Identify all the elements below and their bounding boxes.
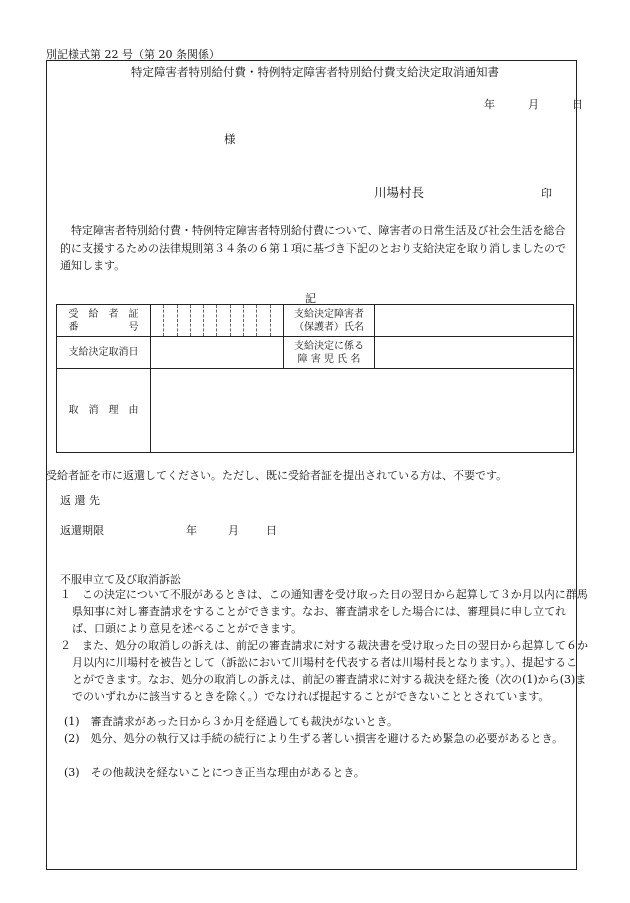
return-destination-label: 返 還 先 xyxy=(60,494,100,507)
appeal-heading: 不服申立て及び取消訴訟 xyxy=(60,573,181,586)
return-deadline xyxy=(60,522,300,538)
intro-paragraph xyxy=(60,222,576,275)
appeal-sub-3: (3) その他裁決を経ないことにつき正当な理由があるとき。 xyxy=(64,766,365,779)
date-month: 月 xyxy=(528,98,539,111)
table-row xyxy=(57,337,574,369)
digit-cell xyxy=(191,305,204,336)
appeal-sub-1: (1) 審査請求があった日から３か月を経過しても裁決がないとき。 xyxy=(64,715,399,728)
digit-cell xyxy=(217,305,230,336)
document-frame xyxy=(46,60,577,870)
digit-cell xyxy=(204,305,217,336)
date-day: 日 xyxy=(572,98,583,111)
digit-cell xyxy=(244,305,257,336)
table-row xyxy=(57,305,574,337)
document-title: 特定障害者特別給付費・特例特定障害者特別給付費支給決定取消通知書 xyxy=(131,65,499,79)
table-row xyxy=(57,369,574,453)
child-name-label xyxy=(284,337,375,369)
decided-person-line1: 支給決定障害者 xyxy=(294,308,364,320)
date-year: 年 xyxy=(484,98,495,111)
recipient-honorific: 様 xyxy=(224,132,236,146)
info-table xyxy=(56,304,574,453)
form-number-label: 別記様式第 22 号（第 20 条関係） xyxy=(46,48,220,61)
child-name-value xyxy=(375,337,574,369)
issuer-name: 川場村長 xyxy=(374,185,425,200)
record-heading: 記 xyxy=(305,292,316,305)
return-notice: 受給者証を市に返還してください。ただし、既に受給者証を提出されている方は、不要です。 xyxy=(46,469,508,482)
digit-cell xyxy=(231,305,244,336)
return-deadline-day: 日 xyxy=(266,524,277,537)
cancel-date-label: 支給決定取消日 xyxy=(57,337,151,369)
digit-cell xyxy=(151,305,164,336)
intro-text: 特定障害者特別給付費・特例特定障害者特別給付費について、障害者の日常生活及び社会生活を総合的に支援するための法律規則第３４条の６第１項に基づき下記のとおり支給決定を取り消しましたので通知します。 xyxy=(60,224,566,272)
digit-cell xyxy=(178,305,191,336)
cert-label-line1: 受 給 者 証 xyxy=(68,308,139,320)
digit-cell xyxy=(271,305,283,336)
return-deadline-year: 年 xyxy=(186,524,197,537)
child-label-line1: 支給決定に係る xyxy=(294,340,364,352)
digit-cell xyxy=(257,305,270,336)
return-deadline-label: 返還期限 xyxy=(60,524,104,537)
return-deadline-month: 月 xyxy=(228,524,239,537)
decided-person-line2: （保護者）氏名 xyxy=(294,321,364,333)
issuer-seal: 印 xyxy=(541,187,552,200)
decided-person-label xyxy=(284,305,375,337)
reason-label: 取 消 理 由 xyxy=(57,369,151,453)
appeal-sub-2: (2) 処分、処分の執行又は手続の続行により生ずる著しい損害を避けるため緊急の必要があるとき。 xyxy=(64,732,564,745)
issue-date xyxy=(484,96,583,112)
cert-label-line2: 番 号 xyxy=(68,321,139,333)
appeal-item-2: ２ また、処分の取消しの訴えは、前記の審査請求に対する裁決書を受け取った日の翌日から起算して６か月以内に川場村を被告として（訴訟において川場村を代表する者は川場村長となります。）、提起することができます。なお、処分の取消しの訴えは、前記の審査請求に対する裁決を経た後（次の(1)から(3)までのいずれかに該当するときを除く。）でなければ提起することができないこととされています。 xyxy=(60,639,588,703)
digit-cell xyxy=(164,305,177,336)
cert-number-cells xyxy=(151,305,284,337)
decided-person-value xyxy=(375,305,574,337)
cert-number-label xyxy=(57,305,151,337)
cancel-date-value xyxy=(151,337,284,369)
appeal-item-1: １ この決定について不服があるときは、この通知書を受け取った日の翌日から起算して３か月以内に群馬県知事に対し審査請求をすることができます。なお、審査請求をした場合には、審理員に申し立てれば、口頭により意見を述べることができます。 xyxy=(60,588,588,635)
reason-value xyxy=(151,369,574,453)
child-label-line2: 障 害 児 氏 名 xyxy=(297,353,361,365)
